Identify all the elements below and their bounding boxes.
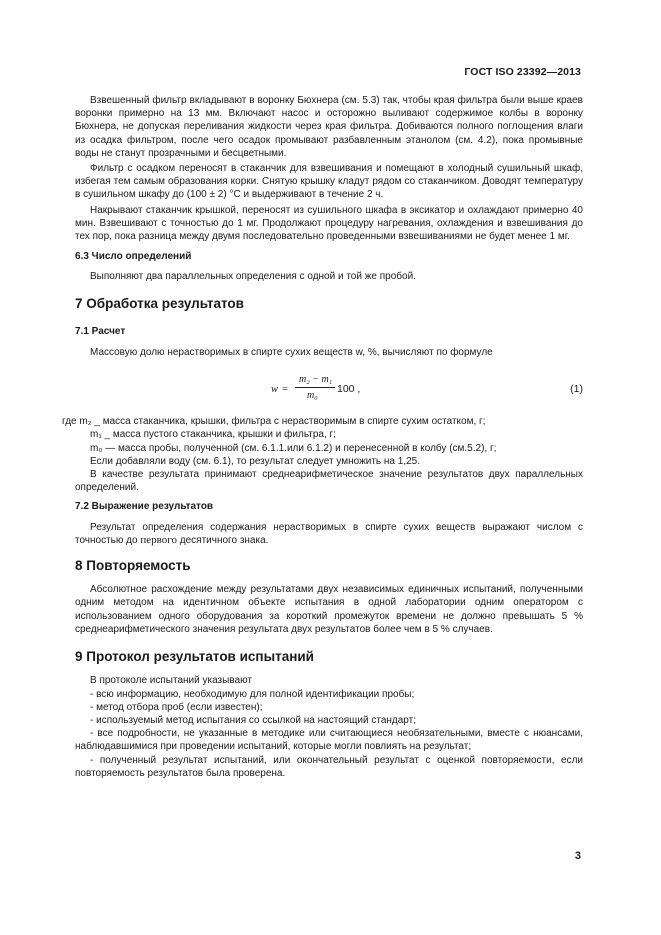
formula-number: (1) bbox=[570, 383, 583, 396]
section-9-item-1: - всю информацию, необходимую для полной идентификации пробы; bbox=[90, 688, 415, 700]
section-9-item-4: - все подробности, не указанные в методике или считающиеся необязательными, вместе с нюансами, наблюдавшимися при проведении испытаний, которые могли повлиять на результат; bbox=[75, 728, 583, 753]
section-9-intro: В протоколе испытаний указывают bbox=[90, 675, 252, 687]
mean-note: В качестве результата принимают среднеарифметическое значение результатов двух параллельных определений. bbox=[75, 469, 583, 494]
document-body bbox=[62, 94, 583, 780]
section-7-title: 7 Обработка результатов bbox=[75, 295, 244, 311]
page-number: 3 bbox=[574, 850, 581, 862]
section-9-item-3: - используемый метод испытания со ссылкой на настоящий стандарт; bbox=[90, 714, 416, 726]
paragraph-drying: Фильтр с осадком переносят в стаканчик для взвешивания и помещают в холодный сушильный шкаф, избегая тем самым образования корки. Снятую крышку кладут рядом со стаканчиком. Доводят температуру в сушильном шкафу до (100 ± 2) °С и выдерживают в течение 2 ч. bbox=[75, 163, 583, 201]
formula-equals: = bbox=[282, 384, 288, 396]
where-m0: m₀ — масса пробы, полученной (см. 6.1.1.или 6.1.2) и перенесенной в колбу (см.5.2), г; bbox=[90, 442, 497, 454]
water-note: Если добавляли воду (см. 6.1), то результат следует умножить на 1,25. bbox=[90, 455, 421, 467]
standard-header: ГОСТ ISO 23392—2013 bbox=[464, 66, 581, 78]
section-7-1-text: Массовую долю нерастворимых в спирте сухих веществ w, %, вычисляют по формуле bbox=[90, 347, 493, 359]
section-7-2-title: 7.2 Выражение результатов bbox=[75, 501, 214, 513]
section-7-2-text bbox=[75, 521, 583, 547]
formula-multiplier: 100 , bbox=[337, 383, 361, 396]
section-9-title: 9 Протокол результатов испытаний bbox=[75, 649, 314, 665]
fraction-bar bbox=[295, 387, 335, 388]
formula-1 bbox=[75, 373, 583, 411]
section-9-item-2: - метод отбора проб (если известен); bbox=[90, 701, 263, 713]
section-7-2-text-b: первого bbox=[140, 533, 177, 546]
section-7-2-text-a: Результат определения содержания нерастворимых в спирте сухих веществ выражают числом с точностью до bbox=[75, 521, 583, 546]
section-9-item-5: - полученный результат испытаний, или окончательный результат с оценкой повторяемости, если повторяемость результатов была проверена. bbox=[75, 754, 583, 779]
where-m1: m₁ _ масса пустого стаканчика, крышки и фильтра, г; bbox=[90, 429, 336, 441]
section-6-3-text: Выполняют два параллельных определения с одной и той же пробой. bbox=[90, 271, 416, 283]
formula-lhs: w bbox=[271, 384, 279, 396]
section-8-text: Абсолютное расхождение между результатами двух независимых единичных испытаний, полученными одним методом на идентичном объекте испытания в одной лаборатории одним оператором с использованием одного оборудования за короткий промежуток времени не должно превышать 5 % среднеарифметического значения результата двух результатов более чем в 5 % случаев. bbox=[75, 584, 583, 635]
section-7-2-text-c: десятичного знака. bbox=[179, 534, 269, 546]
section-6-3-title: 6.3 Число определений bbox=[75, 251, 192, 263]
where-m2: где m₂ _ масса стаканчика, крышки, фильтра с нерастворимым в спирте сухим остатком, г; bbox=[62, 416, 486, 428]
formula-denominator: m₀ bbox=[307, 390, 318, 402]
formula-numerator: m₂ − m₁ bbox=[299, 374, 333, 386]
paragraph-weighing: Накрывают стаканчик крышкой, переносят из сушильного шкафа в эксикатор и охлаждают примерно 40 мин. Взвешивают с точностью до 1 мг. Продолжают процедуру нагревания, охлаждения и взвешивания до тех пор, пока разница между двумя последовательно проведенными взвешиваниями не будет менее 1 мг. bbox=[75, 204, 583, 243]
section-7-1-title: 7.1 Расчет bbox=[75, 325, 126, 337]
section-8-title: 8 Повторяемость bbox=[75, 558, 191, 574]
paragraph-filter: Взвешенный фильтр вкладывают в воронку Бюхнера (см. 5.3) так, чтобы края фильтра были выше краев воронки примерно на 13 мм. Включают насос и осторожно выливают содержимое колбы в воронку Бюхнера, не допуская переливания жидкости через края фильтра. Добиваются полного поглощения влаги из осадка фильтром, после чего осадок промывают разбавленным этанолом (см. 4.2), пока промывные воды не станут прозрачными и бесцветными. bbox=[75, 95, 583, 159]
